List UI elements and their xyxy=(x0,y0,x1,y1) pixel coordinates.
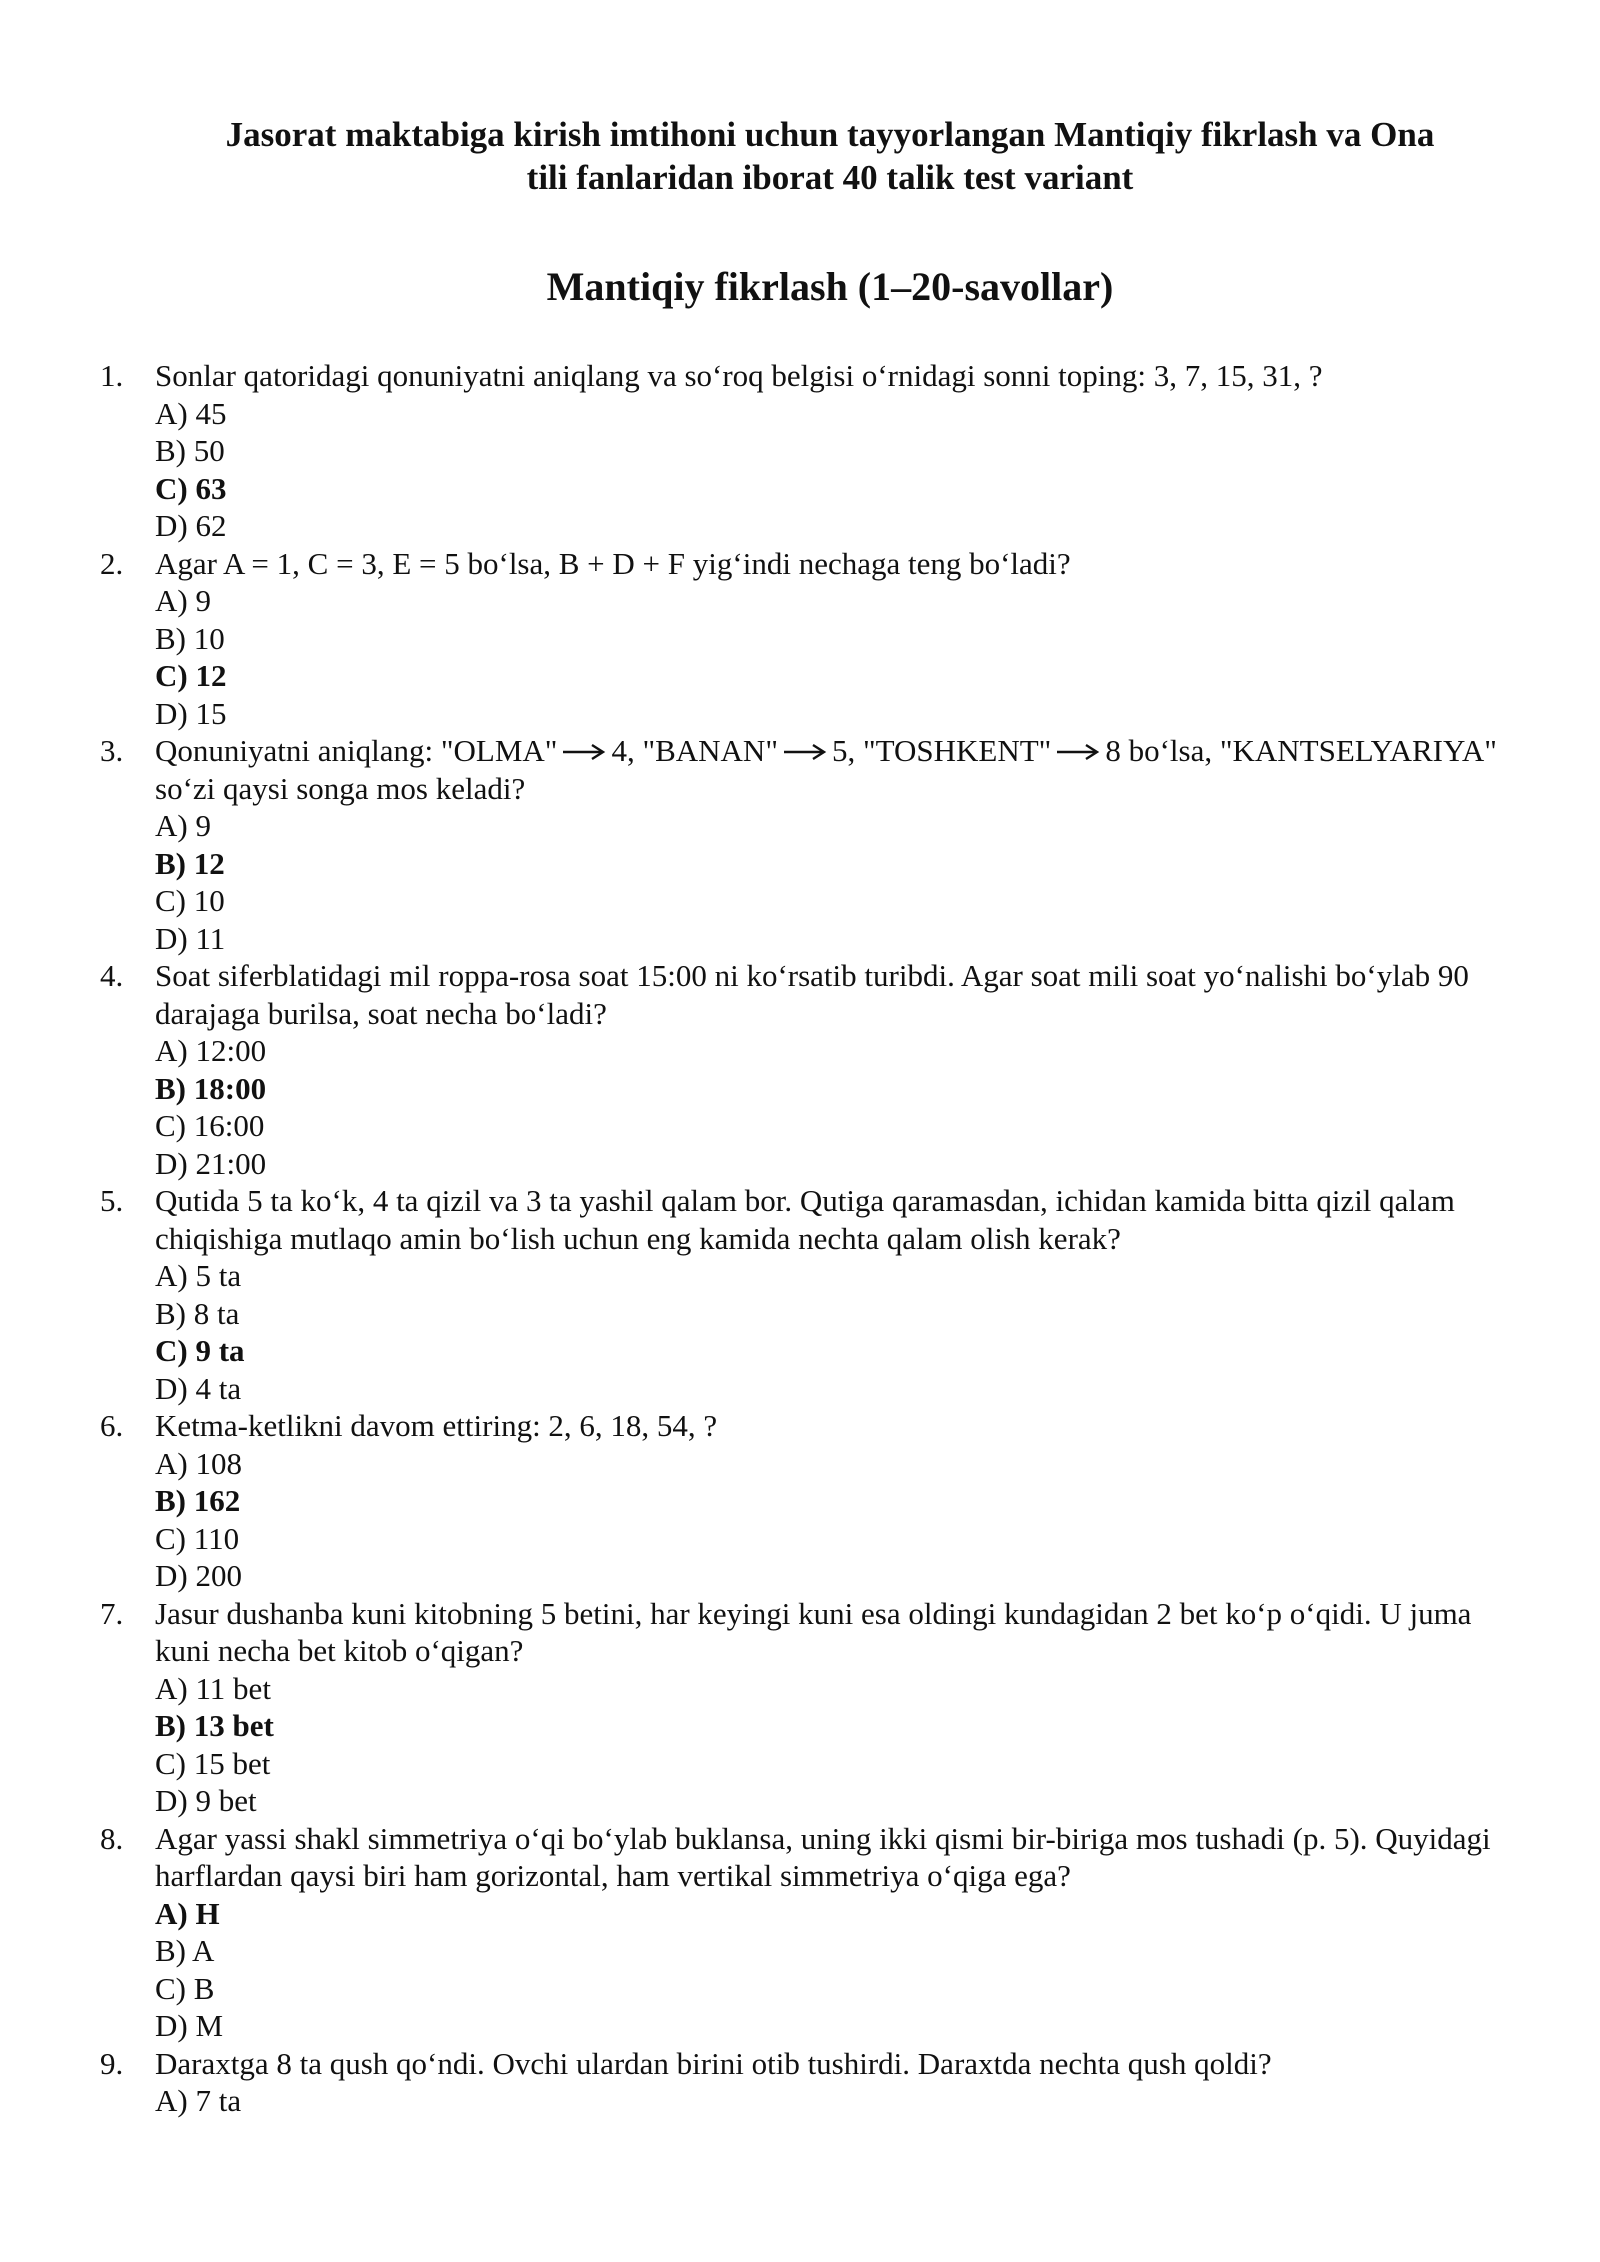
question-number: 1. xyxy=(100,358,124,393)
question-number: 2. xyxy=(100,545,124,581)
answer-option-correct: B) 162 xyxy=(155,1483,241,1518)
document-title-line-1: Jasorat maktabiga kirish imtihoni uchun tayyorlangan Mantiqiy fikrlash va Ona xyxy=(225,115,1435,154)
answer-option: D) 9 bet xyxy=(155,1783,257,1818)
answer-option-correct: B) 12 xyxy=(155,845,225,881)
answer-option: D) 15 xyxy=(155,695,227,731)
answer-option-correct: B) 13 bet xyxy=(155,1708,274,1743)
answer-options xyxy=(155,1445,1510,1595)
answer-option: A) 5 ta xyxy=(155,1258,242,1293)
question-text-part: Qonuniyatni aniqlang: "OLMA" xyxy=(155,733,558,768)
answer-option: B) A xyxy=(155,1933,215,1968)
question-text-part: 4, "BANAN" xyxy=(611,733,778,768)
answer-option-correct: A) H xyxy=(155,1895,220,1931)
answer-option: A) 7 ta xyxy=(155,2083,242,2118)
answer-option: D) 11 xyxy=(155,920,226,956)
answer-option: C) B xyxy=(155,1970,215,2006)
question-item xyxy=(100,1820,1510,2045)
answer-option: A) 9 xyxy=(155,808,211,843)
question-text: Agar A = 1, C = 3, E = 5 bo‘lsa, B + D + F yig‘indi nechaga teng bo‘ladi? xyxy=(155,545,1071,581)
answer-option: A) 45 xyxy=(155,395,227,431)
question-item xyxy=(100,1595,1510,1820)
answer-option: A) 108 xyxy=(155,1445,242,1481)
answer-options xyxy=(155,2082,1510,2120)
question-number: 7. xyxy=(100,1595,124,1631)
answer-option: C) 16:00 xyxy=(155,1108,265,1143)
question-number: 4. xyxy=(100,958,124,993)
question-text: Qutida 5 ta ko‘k, 4 ta qizil va 3 ta yashil qalam bor. Qutiga qaramasdan, ichidan kamida bitta qizil qalam chiqishiga mutlaqo amin bo‘lish uchun eng kamida nechta qalam olish kerak? xyxy=(155,1183,1455,1256)
question-text-part: 8 bo‘lsa, "KANTSELYARIYA" so‘zi qaysi songa mos keladi? xyxy=(155,733,1497,806)
answer-options xyxy=(155,395,1510,545)
answer-options xyxy=(155,1032,1510,1182)
answer-option: B) 8 ta xyxy=(155,1295,240,1331)
question-text: Sonlar qatoridagi qonuniyatni aniqlang va so‘roq belgisi o‘rnidagi sonni toping: 3, 7, 15, 31, ? xyxy=(155,358,1323,393)
question-text: Agar yassi shakl simmetriya o‘qi bo‘ylab buklansa, uning ikki qismi bir-biriga mos tushadi (p. 5). Quyidagi harflardan qaysi biri ham gorizontal, ham vertikal simmetriya o‘qiga ega? xyxy=(155,1820,1491,1893)
answer-option-correct: C) 63 xyxy=(155,470,227,506)
arrow-right-icon xyxy=(557,732,611,770)
answer-options xyxy=(155,1257,1510,1407)
question-number: 8. xyxy=(100,1820,124,1856)
question-text: Ketma-ketlikni davom ettiring: 2, 6, 18, 54, ? xyxy=(155,1408,718,1443)
question-number: 5. xyxy=(100,1183,124,1218)
question-item xyxy=(100,357,1510,545)
question-text: Daraxtga 8 ta qush qo‘ndi. Ovchi ulardan birini otib tushirdi. Daraxtda nechta qush qoldi? xyxy=(155,2045,1272,2081)
question-number: 9. xyxy=(100,2045,124,2081)
question-text: Jasur dushanba kuni kitobning 5 betini, har keyingi kuni esa oldingi kundagidan 2 bet ko‘p o‘qidi. U juma kuni necha bet kitob o‘qigan? xyxy=(155,1595,1472,1668)
question-text xyxy=(155,732,1510,807)
answer-options xyxy=(155,1670,1510,1820)
answer-option: C) 110 xyxy=(155,1520,240,1556)
question-item xyxy=(100,545,1510,733)
question-item xyxy=(100,1182,1510,1407)
answer-option: D) M xyxy=(155,2008,224,2043)
answer-option: A) 11 bet xyxy=(155,1670,271,1706)
document-title xyxy=(160,113,1500,199)
question-item xyxy=(100,1407,1510,1595)
question-list xyxy=(100,357,1510,2120)
arrow-right-icon xyxy=(1051,732,1105,770)
answer-option: A) 9 xyxy=(155,583,211,618)
answer-option: D) 4 ta xyxy=(155,1370,242,1406)
answer-option: D) 21:00 xyxy=(155,1145,267,1181)
answer-option: C) 10 xyxy=(155,883,225,918)
question-item xyxy=(100,732,1510,957)
answer-option: C) 15 bet xyxy=(155,1745,271,1781)
answer-options xyxy=(155,1895,1510,2045)
answer-option-correct: C) 9 ta xyxy=(155,1333,245,1368)
answer-option: D) 62 xyxy=(155,508,227,543)
answer-option: A) 12:00 xyxy=(155,1033,267,1068)
question-number: 6. xyxy=(100,1408,124,1443)
question-item xyxy=(100,957,1510,1182)
answer-options xyxy=(155,582,1510,732)
question-item xyxy=(100,2045,1510,2120)
answer-option-correct: B) 18:00 xyxy=(155,1070,267,1106)
question-number: 3. xyxy=(100,733,124,768)
question-text: Soat siferblatidagi mil roppa-rosa soat 15:00 ni ko‘rsatib turibdi. Agar soat mili soat yo‘nalishi bo‘ylab 90 darajaga burilsa, soat necha bo‘ladi? xyxy=(155,958,1469,1031)
answer-option: B) 10 xyxy=(155,620,225,656)
answer-option-correct: C) 12 xyxy=(155,658,227,693)
answer-option: B) 50 xyxy=(155,433,225,468)
question-text-part: 5, "TOSHKENT" xyxy=(831,733,1052,768)
arrow-right-icon xyxy=(778,732,832,770)
document-title-line-2: tili fanlaridan iborat 40 talik test variant xyxy=(526,158,1134,197)
answer-option: D) 200 xyxy=(155,1558,242,1593)
section-heading: Mantiqiy fikrlash (1–20-savollar) xyxy=(546,264,1114,309)
answer-options xyxy=(155,807,1510,957)
